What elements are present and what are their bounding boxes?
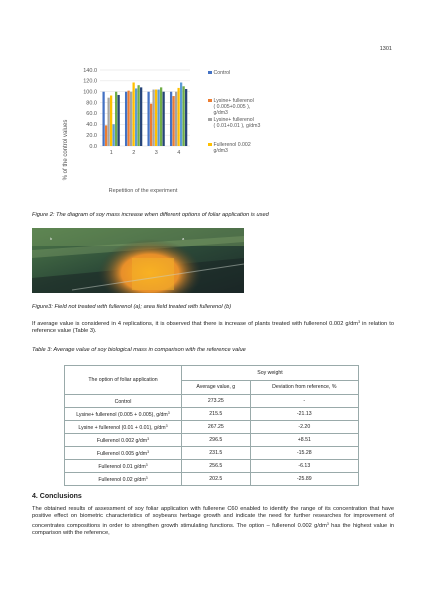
cell-option-text: Lysine + fullerenol (0.01 + 0.01), g/dm: [78, 424, 166, 431]
cell-average: 215.5: [182, 408, 251, 421]
column-header-deviation: Deviation from reference, %: [250, 380, 358, 395]
table-row: [65, 447, 359, 460]
bar: [135, 88, 137, 146]
bar: [155, 90, 157, 146]
chart-y-ticks: [83, 68, 97, 150]
cell-option-text: Control: [114, 398, 132, 405]
bar: [160, 87, 162, 146]
bar: [175, 92, 177, 146]
cell-option-text: Fullerenol 0.02 g/dm: [98, 476, 146, 483]
cell-option-text: Lysine+ fullerenol (0.005 + 0.005), g/dm: [76, 411, 168, 418]
y-tick-label: 120.0: [83, 78, 97, 85]
column-header-option: The option of foliar application: [65, 366, 182, 395]
y-tick-label: 20.0: [86, 132, 97, 139]
legend-item-control: [208, 70, 230, 76]
legend-swatch: [208, 118, 212, 122]
superscript: 3: [358, 320, 361, 324]
table-row: [65, 395, 359, 408]
legend-item-fullerenol-0002: [208, 142, 251, 154]
chart-x-ticks: [110, 150, 181, 156]
cell-average: 267.25: [182, 421, 251, 434]
superscript: 3: [147, 436, 150, 441]
bar: [110, 96, 112, 146]
table3-caption: Table 3: Average value of soy biological mass in comparison with the reference value: [32, 347, 246, 353]
cell-option: [65, 421, 182, 434]
cell-option-text: Fullerenol 0.005 g/dm: [96, 450, 148, 457]
superscript: 3: [165, 423, 168, 428]
bar: [140, 87, 142, 146]
chart-svg: [55, 60, 265, 210]
bar: [127, 91, 129, 146]
cell-average: 202.5: [182, 473, 251, 486]
column-header-average: Average value, g: [182, 380, 251, 395]
table-header-row: [65, 366, 359, 381]
legend-swatch: [208, 143, 212, 147]
cell-deviation: -21.13: [250, 408, 358, 421]
bar: [172, 96, 174, 146]
bar: [183, 86, 185, 146]
superscript: 3: [145, 462, 148, 467]
paragraph-text-cont: has the highest value in comparison with the reference,: [32, 522, 394, 537]
cell-deviation: -: [250, 395, 358, 408]
page-number: 1301: [379, 46, 392, 52]
superscript: 3: [167, 410, 170, 415]
legend-swatch: [208, 99, 212, 103]
cell-average: 231.5: [182, 447, 251, 460]
paragraph-text: The obtained results of assessment of soy foliar application with fullerene C60 enabled to identify the range of its concentration that have positive effect on biometric characteristics of soybeans herbage growth and indicate the need for further researches for improvement of concentrates compositions in order to strengthen growth stimulating functions. The option – fullerenol 0.002 g/dm: [32, 506, 394, 529]
bar: [115, 92, 117, 146]
bar: [150, 104, 152, 146]
soy-weight-table: [64, 365, 359, 486]
bar-chart: [55, 60, 265, 210]
cell-deviation: -6.13: [250, 460, 358, 473]
x-tick-label: 1: [109, 150, 113, 156]
bar: [158, 90, 160, 146]
x-axis-label: Repetition of the experiment: [108, 188, 178, 194]
cell-deviation: -2.20: [250, 421, 358, 434]
cell-option-text: Fullerenol 0.002 g/dm: [96, 437, 148, 444]
table-row: [65, 460, 359, 473]
y-tick-label: 40.0: [86, 122, 97, 129]
cell-deviation: -25.89: [250, 473, 358, 486]
table-row: [65, 434, 359, 447]
bar: [107, 98, 109, 146]
cell-average: 296.5: [182, 434, 251, 447]
figure3-caption: Figure3: Field not treated with fullerenol (a); area field treated with fullerenol (b): [32, 304, 232, 310]
bar: [147, 92, 149, 146]
field-photo-image: [32, 228, 244, 293]
legend-label: Fullerenol 0.002 g/dm3: [213, 142, 251, 154]
legend-label: Lysine+ fullerenol ( 0.005+0.005 ), g/dm3: [213, 98, 254, 116]
y-tick-label: 80.0: [86, 100, 97, 107]
figure2-caption: Figure 2: The diagram of soy mass increase when different options of foliar application is used: [32, 212, 269, 218]
svg-text:a: a: [182, 236, 185, 241]
cell-option: [65, 473, 182, 486]
bar: [163, 92, 165, 146]
superscript: 3: [147, 449, 150, 454]
cell-option: [65, 408, 182, 421]
cell-option: [65, 460, 182, 473]
paragraph-conclusions: [32, 506, 394, 538]
cell-option: [65, 395, 182, 408]
bar: [130, 92, 132, 146]
bar: [125, 92, 127, 146]
legend-item-lysine-0005: [208, 98, 254, 116]
bar: [132, 82, 134, 146]
table-row: [65, 421, 359, 434]
y-tick-label: 0.0: [89, 143, 97, 150]
y-axis-label: % of the control values: [63, 119, 69, 181]
y-tick-label: 100.0: [83, 89, 97, 96]
cell-deviation: -15.28: [250, 447, 358, 460]
cell-option-text: Fullerenol 0.01 g/dm: [98, 463, 146, 470]
superscript: 3: [145, 475, 148, 480]
y-tick-label: 60.0: [86, 111, 97, 118]
x-tick-label: 4: [177, 150, 181, 156]
table-row: [65, 408, 359, 421]
legend-swatch: [208, 71, 212, 75]
legend-label: Lysine+ fullerenol ( 0.01+0.01 ), g/dm3: [213, 117, 261, 129]
paragraph-text: If average value is considered in 4 replications, it is observed that there is increase of plants treated with fullerenol 0.002 g/dm: [32, 321, 359, 327]
paragraph-text-cont: in relation to reference value (Table 3).: [32, 321, 394, 335]
paragraph-results: [32, 319, 394, 336]
legend-label: Control: [213, 70, 231, 76]
svg-text:b: b: [50, 236, 53, 241]
column-group-header: Soy weight: [182, 366, 359, 381]
cell-average: 273.25: [182, 395, 251, 408]
cell-option: [65, 447, 182, 460]
bar: [102, 92, 104, 146]
cell-option: [65, 434, 182, 447]
bar: [185, 89, 187, 146]
legend-item-lysine-001: [208, 117, 260, 129]
bar: [180, 82, 182, 146]
field-photo: [32, 228, 244, 293]
bar: [177, 88, 179, 146]
section-heading-conclusions: 4. Conclusions: [32, 493, 82, 500]
bar: [113, 124, 115, 146]
bar: [170, 92, 172, 146]
cell-average: 256.5: [182, 460, 251, 473]
cell-deviation: +8.51: [250, 434, 358, 447]
chart-bars: [102, 82, 187, 146]
bar: [152, 90, 154, 146]
table-row: [65, 473, 359, 486]
bar: [118, 95, 120, 146]
x-tick-label: 3: [154, 150, 158, 156]
bar: [105, 125, 107, 146]
bar: [138, 85, 140, 146]
y-tick-label: 140.0: [83, 67, 97, 74]
superscript: 3: [326, 521, 329, 526]
x-tick-label: 2: [132, 150, 136, 156]
